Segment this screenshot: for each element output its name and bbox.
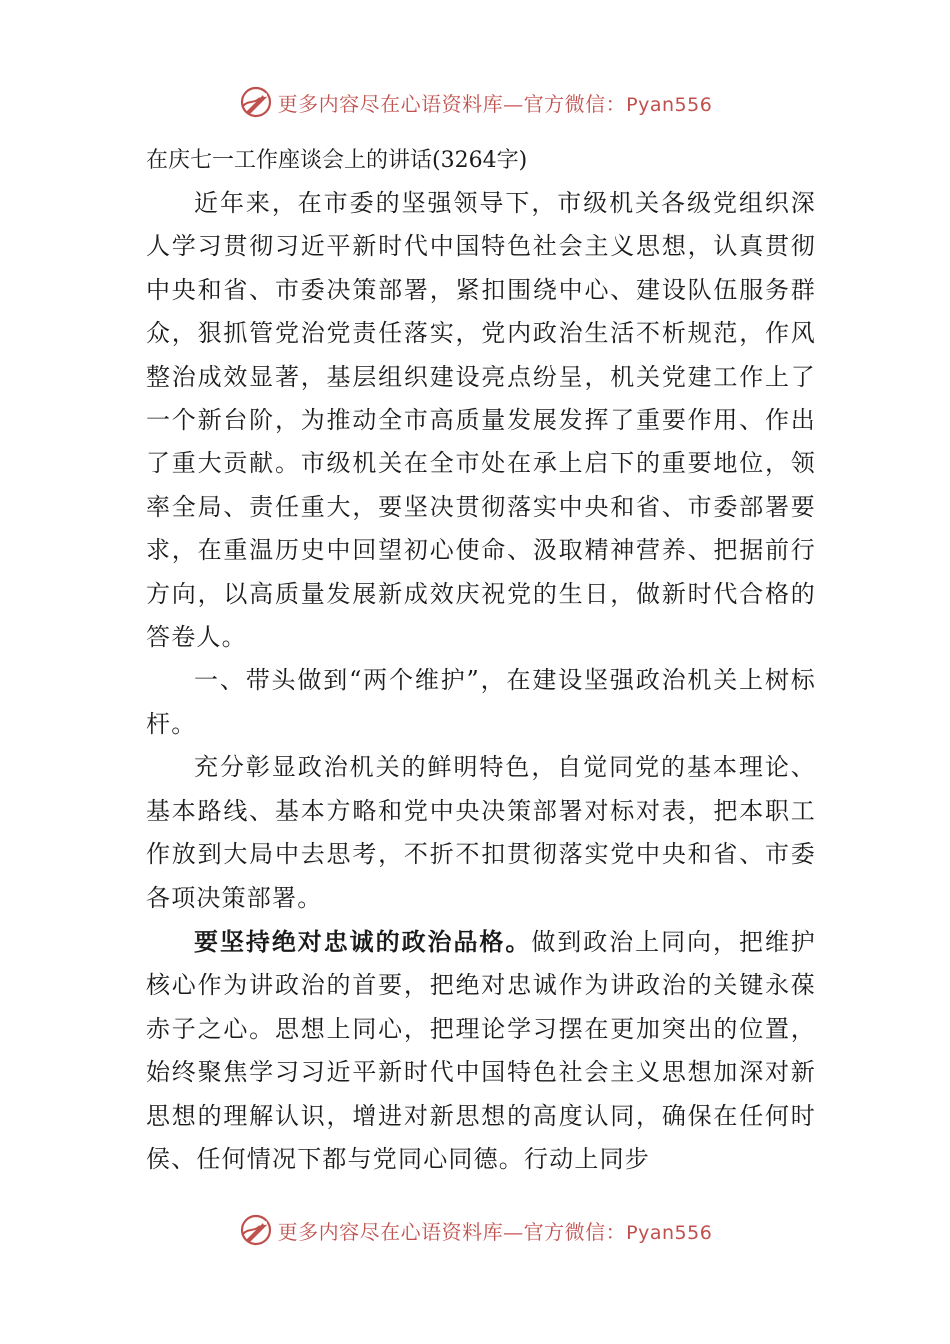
paragraph-section-1: 充分彰显政治机关的鲜明特色，自觉同党的基本理论、基本路线、基本方略和党中央决策部署对标对表，把本职工作放到大局中去思考，不折不扣贯彻落实党中央和省、市委各项决策部署。 <box>146 753 816 912</box>
section-heading-1: 一、带头做到“两个维护”，在建设坚强政治机关上树标杆。 <box>146 666 816 738</box>
footer-banner-text: 更多内容尽在心语资料库—官方微信：Pyan556 <box>277 1219 713 1244</box>
header-banner <box>0 82 950 122</box>
footer-banner <box>0 1210 950 1250</box>
header-banner-text: 更多内容尽在心语资料库—官方微信：Pyan556 <box>277 91 713 116</box>
paragraph-bold-lead: 要坚持绝对忠诚的政治品格。 <box>194 926 532 956</box>
document-title: 在庆七一工作座谈会上的讲话(3264字) <box>146 148 528 173</box>
paragraph-loyalty <box>146 920 816 1181</box>
paragraph-intro: 近年来，在市委的坚强领导下，市级机关各级党组织深人学习贯彻习近平新时代中国特色社会主义思想，认真贯彻中央和省、市委决策部署，紧扣围绕中心、建设队伍服务群众，狠抓管党治党责任落实，党内政治生活不析规范，作风整治成效显著，基层组织建设亮点纷呈，机关党建工作上了一个新台阶，为推动全市高质量发展发挥了重要作用、作出了重大贡献。市级机关在全市处在承上启下的重要地位，领率全局、责任重大，要坚决贯彻落实中央和省、市委部署要求，在重温历史中回望初心使命、汲取精神营养、把据前行方向，以高质量发展新成效庆祝党的生日，做新时代合格的答卷人。 <box>146 189 816 652</box>
pen-logo-icon <box>238 1212 274 1248</box>
paragraph-loyalty-text: 做到政治上同向，把维护核心作为讲政治的首要，把绝对忠诚作为讲政治的关键永葆赤子之心。思想上同心，把理论学习摆在更加突出的位置，始终聚焦学习习近平新时代中国特色社会主义思想加深对新思想的理解认识，增进对新思想的高度认同，确保在任何时侯、任何情况下都与党同心同德。行动上同步 <box>146 927 817 1173</box>
pen-logo-icon <box>238 84 274 120</box>
document-body <box>146 140 816 1181</box>
